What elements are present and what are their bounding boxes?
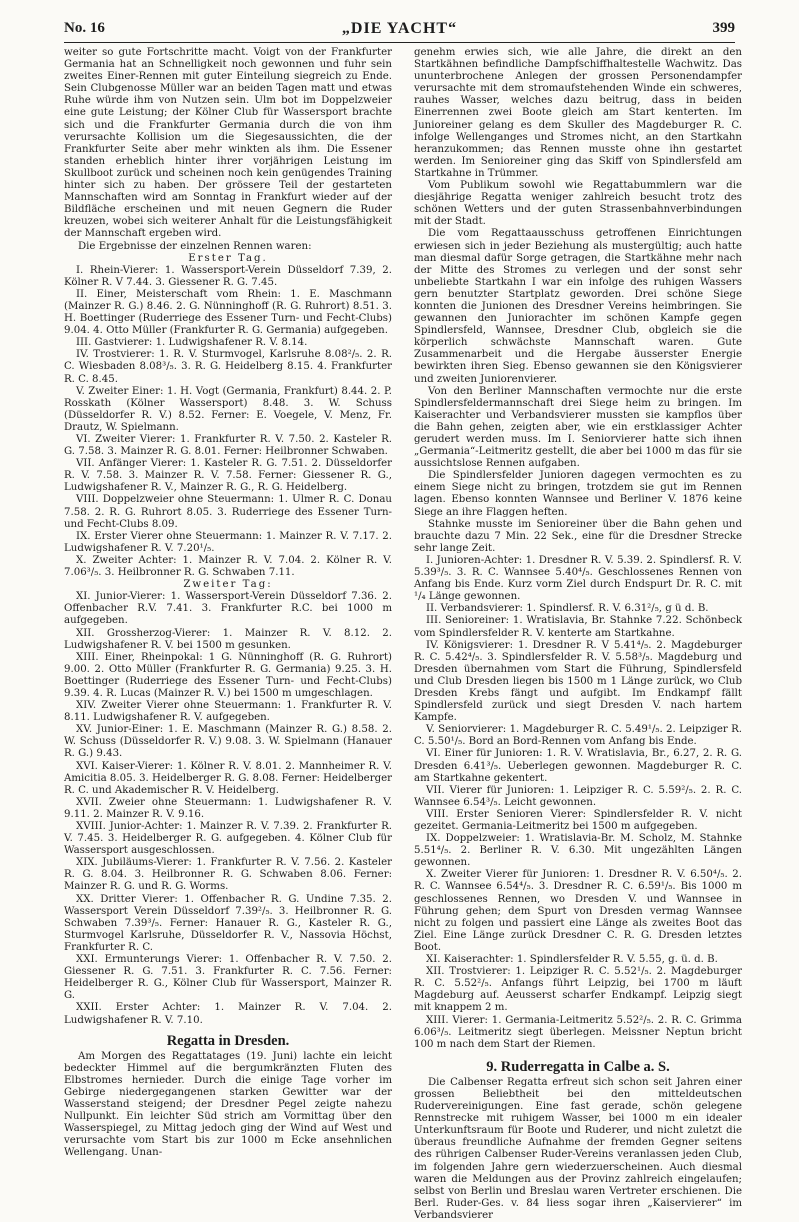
left-column [64, 47, 392, 1159]
day-two-heading: Zweiter Tag: [183, 579, 273, 591]
race-result: II. Einer, Meisterschaft vom Rhein: 1. E. Maschmann (Mainzer R. G.) 8.46. 2. G. Nünninghoff (R. G. Ruhrort) 8.51. 3. H. Boettinger (Ruderriege des Essener Turn- und Fecht-Clubs) 9.04. 4. Otto Müller (Frankfurter R. G. Germania) aufgegeben. [64, 288, 392, 337]
race-result: VII. Anfänger Vierer: 1. Kasteler R. G. 7.51. 2. Düsseldorfer R. V. 7.58. 3. Mainzer R. V. 7.58. Ferner: Giessener R. G., Ludwigshafener R. V., Mainzer R. G., R. G. Heidelberg. [64, 458, 392, 494]
race-result: II. Verbandsvierer: 1. Spindlersf. R. V. 6.31²/₅, g ü d. B. [426, 603, 709, 615]
race-result: XXI. Ermunterungs Vierer: 1. Offenbacher R. V. 7.50. 2. Giessener R. G. 7.51. 3. Frankfurter R. C. 7.56. Ferner: Heidelberger R. G., Kölner Club für Wassersport, Mainzer R. G. [64, 954, 392, 1002]
race-result: III. Gastvierer: 1. Ludwigshafener R. V. 8.14. [76, 337, 308, 349]
day-two-results [64, 591, 392, 1026]
race-result: XIX. Jubiläums-Vierer: 1. Frankfurter R. V. 7.56. 2. Kasteler R. G. 8.04. 3. Heilbronner R. G. Schwaben 8.06. Ferner: Mainzer R. G. und R. G. Worms. [64, 857, 392, 893]
race-result: IX. Doppelzweier: 1. Wratislavia-Br. M. Scholz, M. Stahnke 5.51⁴/₅. 2. Berliner R. V. 6.30. Mit ungezählten Längen gewonnen. [414, 833, 742, 869]
page-header [64, 20, 735, 44]
race-result: IV. Königsvierer: 1. Dresdner R. V 5.41⁴/₅. 2. Magdeburger R. C. 5.42⁴/₅. 3. Spindlersfelder R. V. 5.58³/₅. Magdeburg und Dresden übernahmen vom Start die Führung, Spindlersfeld und Club Dresden liegen bis 1500 m 1 Länge zurück, wo Club Dresden Krebs fängt und aufgibt. Im Endkampf fällt Spindlersfeld zurück und siegt Dresden V. nach hartem Kampfe. [414, 639, 742, 724]
spindlersfeld-juniors-paragraph: Die Spindlersfelder Junioren dagegen vermochten es zu einem Siege nicht zu bringen, trotzdem sie gut im Rennen lagen. Ebenso konnten Wannsee und Berliner V. 1876 keine Siege an ihre Flaggen heften. [414, 470, 742, 518]
race-result: I. Rhein-Vierer: 1. Wassersport-Verein Düsseldorf 7.39, 2. Kölner R. V 7.44. 3. Giessener R. G. 7.45. [64, 264, 392, 288]
race-result: VI. Einer für Junioren: 1. R. V. Wratislavia, Br., 6.27, 2. R. G. Dresden 6.41³/₅. Ueberlegen gewonnen. Magdeburger R. C. am Startkahne gekentert. [414, 748, 742, 784]
race-result: XIII. Einer, Rheinpokal: 1 G. Nünninghoff (R. G. Ruhrort) 9.00. 2. Otto Müller (Frankfurter R. G. Germania) 9.25. 3. H. Boettinger (Ruderriege des Essener Turn- und Fecht-Clubs) 9.39. 4. R. Lucas (Mainzer R. V.) bei 1500 m umgeschlagen. [64, 651, 392, 699]
race-result: V. Zweiter Einer: 1. H. Vogt (Germania, Frankfurt) 8.44. 2. P. Rosskath (Kölner Wassersport) 8.48. 3. W. Schuss (Düsseldorfer R. V.) 8.52. Ferner: E. Voegele, V. Menz, Fr. Drautz, W. Spielmann. [64, 385, 392, 433]
race-result: V. Seniorvierer: 1. Magdeburger R. C. 5.49¹/₅. 2. Leipziger R. C. 5.50¹/₅. Bord an Bord-Rennen vom Anfang bis Ende. [414, 724, 742, 748]
race-result: X. Zweiter Achter: 1. Mainzer R. V. 7.04. 2. Kölner R. V. 7.06³/₅. 3. Heilbronner R. G. Schwaben 7.11. [64, 554, 392, 579]
day-one-heading: Erster Tag. [188, 252, 268, 264]
berlin-crews-paragraph: Von den Berliner Mannschaften vermochte nur die erste Spindlersfeldermannschaft drei Siege heim zu bringen. Im Kaiserachter und Verbandsvierer mussten sie kampflos über die Bahn gehen, zeigten aber, wie ein erstklassiger Achter gerudert werden muss. Im I. Seniorvierer hatte sich ihnen „Germania“-Leitmeritz gestellt, die aber bei 1000 m das für sie aussichtslose Rennen aufgaben. [414, 385, 742, 470]
race-result: XI. Kaiserachter: 1. Spindlersfelder R. V. 5.55, g. ü. d. B. [426, 954, 718, 966]
day-one-results [64, 265, 392, 579]
dresden-continued-paragraph: genehm erwies sich, wie alle Jahre, die direkt an den Startkähnen befindliche Dampfschiffhaltestelle Wachwitz. Das ununterbrochene Anlegen der grossen Personendampfer verursachte mit dem stromaufstehenden Winde ein schweres, rauhes Wasser, welches dazu beitrug, dass in beiden Einerrennen zwei Boote gleich am Start kenterten. Im Juniorеiner gelang es dem Skuller des Magdeburger R. C. infolge Wellenganges und Stromes nicht, an den Startkahn heranzukommen; das Rennen musste ohne ihn gestartet werden. Im Senioreiner ging das Skiff von Spindlersfeld am Startkahne in Trümmer. [414, 47, 742, 179]
race-result: XXII. Erster Achter: 1. Mainzer R. V. 7.04. 2. Ludwigshafener R. V. 7.10. [64, 1002, 392, 1026]
header-rule [64, 42, 735, 43]
race-result: XVI. Kaiser-Vierer: 1. Kölner R. V. 8.01. 2. Mannheimer R. V. Amicitia 8.05. 3. Heidelberger R. G. 8.08. Ferner: Heidelberger R. C. und Akademischer R. V. Heidelberg. [64, 760, 392, 796]
section-heading-dresden: Regatta in Dresden. [166, 1032, 290, 1049]
section-heading-calbe: 9. Ruderregatta in Calbe a. S. [486, 1058, 670, 1075]
race-result: VIII. Erster Senioren Vierer: Spindlersfelder R. V. nicht gezeitet. Germania-Leitmeritz bei 1500 m aufgegeben. [414, 808, 742, 832]
race-result: XX. Dritter Vierer: 1. Offenbacher R. G. Undine 7.35. 2. Wassersport Verein Düsseldorf 7.39²/₅. 3. Heilbronner R. G. Schwaben 7.39³/₅. Ferner: Hanauer R. G., Kasteler R. G., Sturmvogel Karlsruhe, Düsseldorfer R. V., Nassovia Höchst, Frankfurter R. C. [64, 893, 392, 953]
intro-paragraph: weiter so gute Fortschritte macht. Voigt von der Frankfurter Germania hat an Schnelligkeit noch gewonnen und fuhr sein zweites Einer-Rennen mit guter Einteilung siegreich zu Ende. Sein Clubgenosse Müller war an beiden Tagen matt und etwas Ruhe würde ihm von Nutzen sein. Ulm bot im Doppelzweier eine gute Leistung; der Kölner Club für Wassersport brachte sich und die Frankfurter Germania durch die von ihm verursachte Kollision um die Siegesaussichten, die der Frankfurter Seite aber mehr winkten als ihm. Die Essener standen erheblich hinter ihrer vorjährigen Leistung im Skullboot zurück und scheinen noch kein genügendes Training hinter sich zu haben. Der grössere Teil der gestarteten Mannschaften wird am Sonntag in Frankfurt wieder auf der Bildfläche erscheinen und mit neuen Gegnern die Ruder kreuzen, wobei sich weiterer Anhalt für die Leistungsfähigkeit der Mannschaft ergeben wird. [64, 47, 392, 240]
race-result: VII. Vierer für Junioren: 1. Leipziger R. C. 5.59²/₅. 2. R. C. Wannsee 6.54³/₅. Leicht gewonnen. [414, 784, 742, 808]
right-column [414, 47, 742, 1221]
race-result: XVIII. Junior-Achter: 1. Mainzer R. V. 7.39. 2. Frankfurter R. V. 7.45. 3. Heidelberger R. G. aufgegeben. 4. Kölner Club für Wassersport ausgeschlossen. [64, 821, 392, 857]
stahnke-paragraph: Stahnke musste im Senioreiner über die Bahn gehen und brauchte dazu 7 Min. 22 Sek., eine für die Dresdner Strecke sehr lange Zeit. [414, 518, 742, 554]
dresden-paragraph: Am Morgen des Regattatages (19. Juni) lachte ein leicht bedeckter Himmel auf die bergumkränzten Fluten des Elbstromes hernieder. Durch die einige Tage vorher im Gebirge niedergegangenen starken Gewitter war der Wasserstand steigend; der Dresdner Pegel zeigte nahezu Nullpunkt. Ein leichter Süd strich am Vormittag über den Wasserspiegel, zu Mittag jedoch ging der Wind auf West und verursachte vom Start bis zur 1000 m Ecke ansehnlichen Wellengang. Unan- [64, 1050, 392, 1159]
race-result: XII. Trostvierer: 1. Leipziger R. C. 5.52¹/₅. 2. Magdeburger R. C. 5.52²/₅. Anfangs führt Leipzig, bei 1700 m läuft Magdeburg auf. Aeusserst scharfer Endkampf. Leipzig siegt mit knappem 2 m. [414, 966, 742, 1014]
race-result: XV. Junior-Einer: 1. E. Maschmann (Mainzer R. G.) 8.58. 2. W. Schuss (Düsseldorfer R. V.) 9.08. 3. W. Spielmann (Hanauer R. G.) 9.43. [64, 724, 392, 760]
dresden-results [414, 555, 742, 1051]
results-intro: Die Ergebnisse der einzelnen Rennen waren: [78, 240, 312, 252]
race-result: XIII. Vierer: 1. Germania-Leitmeritz 5.52²/₅. 2. R. C. Grimma 6.06³/₅. Leitmeritz siegt überlegen. Meissner Neptun bricht 100 m nach dem Start der Riemen. [414, 1014, 742, 1050]
race-result: XVII. Zweier ohne Steuermann: 1. Ludwigshafener R. V. 9.11. 2. Mainzer R. V. 9.16. [64, 796, 392, 820]
page-number: 399 [712, 20, 735, 36]
race-result: VI. Zweiter Vierer: 1. Frankfurter R. V. 7.50. 2. Kasteler R. G. 7.58. 3. Mainzer R. G. 8.01. Ferner: Heilbronner Schwaben. [64, 434, 392, 458]
race-result: XII. Grossherzog-Vierer: 1. Mainzer R. V. 8.12. 2. Ludwigshafener R. V. bei 1500 m gesunken. [64, 627, 392, 651]
race-result: III. Senioreiner: 1. Wratislavia, Br. Stahnke 7.22. Schönbeck vom Spindlersfelder R. V. kenterte am Startkahne. [414, 615, 742, 639]
race-result: X. Zweiter Vierer für Junioren: 1. Dresdner R. V. 6.50⁴/₅. 2. R. C. Wannsee 6.54⁴/₅. 3. Dresdner R. C. 6.59¹/₅. Bis 1000 m geschlossenes Rennen, wo Dresden V. und Wannsee in Führung gehen; dem Spurt von Dresden vermag Wannsee nicht zu folgen und passiert eine Länge als zweites Boot das Ziel. Eine Länge zurück Dresdner C. R. G. Dresden letztes Boot. [414, 869, 742, 953]
race-result: XI. Junior-Vierer: 1. Wassersport-Verein Düsseldorf 7.36. 2. Offenbacher R.V. 7.41. 3. Frankfurter R.C. bei 1000 m aufgegeben. [64, 591, 392, 627]
arrangements-paragraph: Die vom Regattaausschuss getroffenen Einrichtungen erwiesen sich in jeder Beziehung als mustergültig; auch hatte man diesmal dafür Sorge getragen, die Startkähne mehr nach der Mitte des Stromes zu verlegen und der sonst sehr unbeliebte Startkahn I war ein infolge des ruhigen Wassers gern benutzter Startplatz geworden. Drei schöne Siege konnten die Junionen des Dresdner Vereins heimbringen. Sie gewannen den Juniorachter im schönen Kampfe gegen Spindlersfeld, Wannsee, Dresdner Club, obgleich sie die körperlich schwächste Mannschaft waren. Gute Zusammenarbeit und die Hergabe äusserster Energie bewirkten ihren Sieg. Ebenso gewannen sie den Königsvierer und zweiten Juniorenvierer. [414, 228, 742, 385]
race-result: I. Junioren-Achter: 1. Dresdner R. V. 5.39. 2. Spindlersf. R. V. 5.39³/₅. 3. R. C. Wannsee 5.40⁴/₅. Geschlossenes Rennen von Anfang bis Ende. Kurz vorm Ziel durch Endspurt Dr. R. C. mit ¹/₄ Länge gewonnen. [414, 554, 742, 603]
race-result: XIV. Zweiter Vierer ohne Steuermann: 1. Frankfurter R. V. 8.11. Ludwigshafener R. V. aufgegeben. [64, 700, 392, 724]
race-result: IV. Trostvierer: 1. R. V. Sturmvogel, Karlsruhe 8.08²/₅. 2. R. C. Wiesbaden 8.08³/₅. 3. R. G. Heidelberg 8.15. 4. Frankfurter R. C. 8.45. [64, 349, 392, 385]
audience-paragraph: Vom Publikum sowohl wie Regattabummlern war die diesjährige Regatta weniger zahlreich besucht trotz des schönen Wetters und der guten Strassenbahnverbindungen mit der Stadt. [414, 180, 742, 228]
race-result: VIII. Doppelzweier ohne Steuermann: 1. Ulmer R. C. Donau 7.58. 2. R. G. Ruhrort 8.05. 3. Ruderriege des Essener Turn- und Fecht-Clubs 8.09. [64, 494, 392, 530]
calbe-paragraph: Die Calbenser Regatta erfreut sich schon seit Jahren einer grossen Beliebtheit bei den mitteldeutschen Rudervereinigungen. Eine fast gerade, schön gelegene Rennstrecke mit ruhigem Wasser, bei 1000 m ein idealer Unterkunftsraum für Boote und Ruderer, und nicht zuletzt die überaus freundliche Aufnahme der fremden Gegner seitens des rührigen Calbenser Ruder-Vereins veranlassen jeden Club, im folgenden Jahre gern wiederzuerscheinen. Auch diesmal waren die Meldungen aus der Provinz zahlreich eingelaufen; selbst von Berlin und Breslau waren Vertreter erschienen. Die Berl. Ruder-Ges. v. 84 liess sogar ihren „Kaiservierer“ im Verbandsvierer [414, 1076, 742, 1221]
race-result: IX. Erster Vierer ohne Steuermann: 1. Mainzer R. V. 7.17. 2. Ludwigshafener R. V. 7.20¹/₅. [64, 530, 392, 554]
issue-number: No. 16 [64, 20, 105, 36]
journal-title: „DIE YACHT“ [341, 20, 458, 37]
